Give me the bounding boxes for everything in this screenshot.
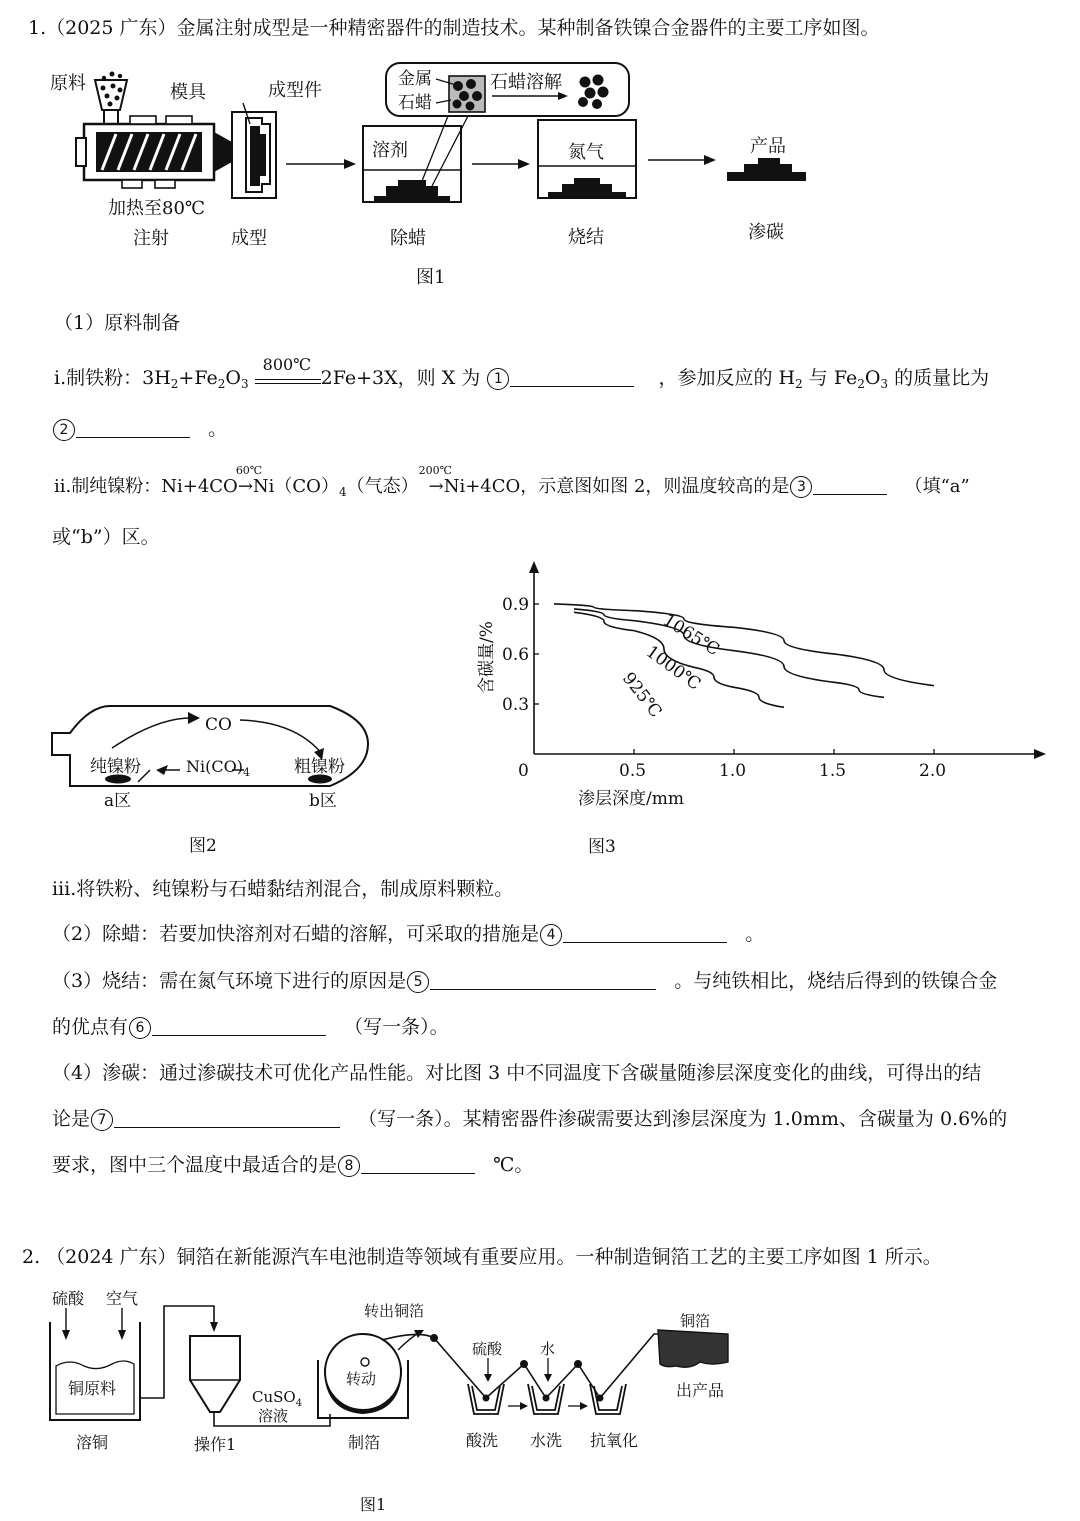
y-tick-label: 0.6	[502, 644, 530, 665]
x-tick-label: 1.5	[819, 761, 847, 781]
label-water-wash: 水洗	[530, 1431, 563, 1450]
x-tick-label: 0.5	[619, 761, 647, 781]
x-tick-label: 1.0	[719, 761, 747, 781]
label-cuso4: CuSO$_4$	[252, 1388, 303, 1409]
p2-end: 。	[745, 923, 765, 945]
answer-marker-8: 8	[338, 1155, 360, 1177]
p4-line3-prefix: 要求，图中三个温度中最适合的是	[52, 1154, 338, 1176]
answer-marker-7: 7	[91, 1109, 113, 1131]
label-inject: 注射	[133, 228, 169, 249]
label-operation1: 操作1	[194, 1435, 237, 1454]
label-acid-wash-reagent: 硫酸	[472, 1340, 503, 1358]
p3-mid: 。与纯铁相比，烧结后得到的铁镍合金	[674, 970, 998, 992]
series-label: 925℃	[618, 668, 666, 722]
answer-marker-2: 2	[53, 419, 75, 441]
p1-i-mid: ，参加反应的 H	[658, 367, 796, 389]
label-molded-part: 成型件	[268, 80, 322, 101]
filter-unit	[190, 1336, 240, 1412]
label-nitrogen: 氮气	[568, 142, 604, 163]
p1-ii-prefix: ⅱ.制纯镍粉：Ni+4CO	[54, 476, 238, 497]
answer-marker-1: 1	[487, 368, 509, 390]
series-label: 1000℃	[642, 641, 705, 695]
label-make-foil: 制箔	[348, 1433, 381, 1452]
p1-ii-fill: （填“a”	[904, 476, 970, 497]
y-axis-label: 含碳量/%	[477, 621, 497, 694]
label-heat: 加热至80℃	[108, 198, 206, 219]
label-dewax: 除蜡	[390, 228, 426, 249]
p1-i-prefix: ⅰ.制铁粉：3H	[54, 367, 171, 389]
label-water: 水	[540, 1340, 556, 1358]
label-copper-raw: 铜原料	[68, 1379, 117, 1398]
answer-marker-3: 3	[790, 476, 812, 498]
answer-marker-4: 4	[540, 924, 562, 946]
chart-title: 图3	[588, 837, 616, 857]
reaction-condition-1: 800℃	[255, 375, 321, 384]
label-sinter: 烧结	[568, 227, 604, 248]
p1-ii-mid: Ni（CO）	[252, 476, 339, 497]
fig2-caption: 图2	[189, 836, 217, 856]
label-air: 空气	[106, 1289, 139, 1308]
label-solution: 溶液	[258, 1407, 289, 1425]
p1-i-ratio: 的质量比为	[888, 367, 990, 389]
y-tick-label: 0.9	[502, 594, 530, 615]
label-co: CO	[205, 715, 232, 735]
label-shape: 成型	[231, 228, 267, 249]
copper-foil-roll	[658, 1330, 728, 1367]
p2-prefix: （2）除蜡：若要加快溶剂对石蜡的溶解，可采取的措施是	[52, 923, 540, 945]
label-solvent: 溶剂	[372, 140, 408, 161]
label-pure-ni: 纯镍粉	[90, 757, 141, 777]
label-output: 出产品	[676, 1381, 725, 1400]
label-sulfuric-acid: 硫酸	[52, 1289, 85, 1308]
label-copper-foil: 铜箔	[680, 1312, 711, 1330]
label-zone-b: b区	[309, 791, 337, 811]
label-metal: 金属	[398, 69, 432, 89]
p3-end: （写一条）。	[344, 1016, 449, 1038]
label-carburize: 渗碳	[748, 222, 784, 243]
p4-line2-prefix: 论是	[52, 1108, 91, 1130]
p1-title: （1）原料制备	[54, 312, 181, 334]
label-acid-wash: 酸洗	[466, 1431, 499, 1450]
p4: （4）渗碳：通过渗碳技术可优化产品性能。对比图 3 中不同温度下含碳量随渗层深度变化的曲线，可得出的结	[52, 1062, 982, 1084]
label-product: 产品	[750, 136, 786, 157]
reaction-condition-2: 60℃ →	[235, 464, 263, 497]
p4-line3-end: ℃。	[493, 1154, 534, 1176]
label-wax-dissolve: 石蜡溶解	[490, 72, 562, 93]
p1-ii-after: Ni+4CO，示意图如图 2，则温度较高的是	[443, 476, 790, 497]
x-tick-label: 2.0	[919, 761, 947, 781]
p1-i-end: 。	[208, 418, 228, 440]
x-axis-label: 渗层深度/mm	[578, 789, 684, 809]
answer-marker-5: 5	[407, 971, 429, 993]
p3-line2-prefix: 的优点有	[52, 1016, 129, 1038]
answer-marker-6: 6	[129, 1017, 151, 1039]
p1-ii-state: （气态）	[346, 476, 419, 497]
origin-label: 0	[518, 761, 529, 781]
label-anti-ox: 抗氧化	[590, 1431, 639, 1450]
p3-prefix: （3）烧结：需在氮气环境下进行的原因是	[52, 970, 407, 992]
q2-header: 2. （2024 广东）铜箔在新能源汽车电池制造等领域有重要应用。一种制造铜箔工艺的主要工序如图 1 所示。	[22, 1246, 942, 1268]
p1-i-and: 与 Fe	[802, 367, 858, 389]
label-raw-material: 原料	[50, 73, 86, 94]
label-rotate: 转动	[346, 1370, 377, 1388]
label-nico4: $Ni(CO)_4$	[186, 757, 250, 779]
label-foil-out: 转出铜箔	[364, 1302, 425, 1320]
p1-ii-line2: 或“b”）区。	[52, 526, 160, 548]
p1-iii: ⅲ.将铁粉、纯镍粉与石蜡黏结剂混合，制成原料颗粒。	[52, 878, 514, 900]
p1-i: ⅰ.制铁粉：$3H_2+Fe_2O_3$ 800℃ 2Fe+3X，则 X 为 1 ，参加反应的 $H_2$ 与 $Fe_2O_3$ 的质量比为	[54, 355, 990, 391]
q2-fig1-caption: 图1	[360, 1495, 387, 1514]
p4-line2-mid: （写一条）。某精密器件渗碳需要达到渗层深度为 1.0mm、含碳量为 0.6%的	[358, 1108, 1008, 1130]
label-zone-a: a区	[104, 791, 132, 811]
p1-ii: ⅱ.制纯镍粉：Ni+4CO 60℃ $\to Ni(CO)_4$（气态） 200℃ →Ni+4CO，示意图如图 2，则温度较高的是 3 （填“a”	[54, 464, 970, 499]
label-mold: 模具	[170, 82, 206, 103]
q1-header: 1.（2025 广东）金属注射成型是一种精密器件的制造技术。某种制备铁镍合金器件的主要工序如图。	[28, 17, 880, 39]
fig1-caption: 图1	[416, 267, 446, 288]
series-label: 1065℃	[659, 610, 723, 661]
reaction-condition-3: 200℃ →	[418, 464, 452, 497]
p1-i-products: 2Fe+3X，则 X 为	[320, 367, 481, 389]
label-wax: 石蜡	[398, 93, 432, 113]
label-dissolve: 溶铜	[76, 1433, 109, 1452]
label-crude-ni: 粗镍粉	[294, 757, 345, 777]
y-tick-label: 0.3	[502, 694, 530, 715]
